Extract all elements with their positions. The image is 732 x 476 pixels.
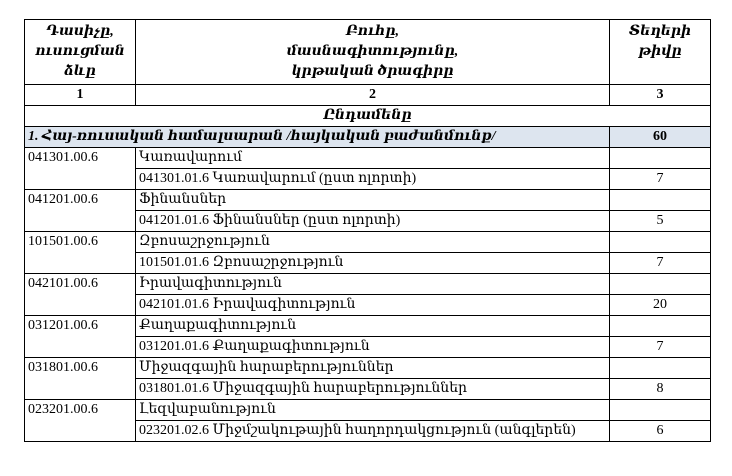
specialty-name: Քաղաքագիտություն: [136, 316, 610, 337]
specialty-code: 041201.00.6: [25, 190, 136, 211]
column-number: 3: [610, 85, 711, 106]
specialty-name: Միջազգային հարաբերություններ: [136, 358, 610, 379]
header-count-cell: [610, 20, 711, 85]
section-row: [25, 106, 711, 127]
program-count: 20: [610, 295, 711, 316]
program-name: 101501.01.6 Զբոսաշրջություն: [136, 253, 610, 274]
header-code-line: ուսուցման: [35, 44, 125, 59]
specialty-code: 101501.00.6: [25, 232, 136, 253]
header-row: [25, 20, 711, 85]
column-number-row: [25, 85, 711, 106]
column-number: 1: [25, 85, 136, 106]
specialty-row: [25, 148, 711, 169]
program-name: 042101.01.6 Իրավագիտություն: [136, 295, 610, 316]
specialty-code: 041301.00.6: [25, 148, 136, 169]
program-name: 031201.01.6 Քաղաքագիտություն: [136, 337, 610, 358]
specialty-count: [610, 316, 711, 337]
header-program-line: մասնագիտությունը,: [286, 44, 459, 59]
program-count: 7: [610, 253, 711, 274]
specialty-code: 023201.00.6: [25, 400, 136, 421]
program-row: [25, 337, 711, 358]
program-row: [25, 421, 711, 442]
faculty-count: 60: [610, 127, 711, 148]
specialty-count: [610, 232, 711, 253]
specialty-row: [25, 274, 711, 295]
specialty-count: [610, 148, 711, 169]
specialty-row: [25, 400, 711, 421]
header-count-line: Տեղերի: [628, 24, 692, 39]
program-row: [25, 379, 711, 400]
program-code-blank: [25, 295, 136, 316]
specialty-count: [610, 190, 711, 211]
program-code-blank: [25, 337, 136, 358]
program-code-blank: [25, 421, 136, 442]
program-count: 7: [610, 337, 711, 358]
faculty-name: 1. Հայ-ռուսական համալսարան /հայկական բաժանմունք/: [25, 127, 610, 148]
program-count: 5: [610, 211, 711, 232]
specialty-code: 042101.00.6: [25, 274, 136, 295]
specialty-name: Ֆինանսներ: [136, 190, 610, 211]
specialty-row: [25, 358, 711, 379]
header-count-line: թիվը: [638, 44, 682, 59]
specialty-name: Իրավագիտություն: [136, 274, 610, 295]
document-page: [24, 19, 711, 442]
header-code-cell: [25, 20, 136, 85]
program-row: [25, 211, 711, 232]
admission-table: [24, 19, 711, 442]
specialty-row: [25, 316, 711, 337]
section-title: Ընդամենը: [25, 106, 711, 127]
program-name: 031801.01.6 Միջազգային հարաբերություններ: [136, 379, 610, 400]
specialty-name: Կառավարում: [136, 148, 610, 169]
program-row: [25, 253, 711, 274]
specialty-row: [25, 232, 711, 253]
header-code-line: ձևը: [64, 64, 96, 79]
specialty-code: 031201.00.6: [25, 316, 136, 337]
program-row: [25, 169, 711, 190]
program-name: 041301.01.6 Կառավարում (ըստ ոլորտի): [136, 169, 610, 190]
specialty-code: 031801.00.6: [25, 358, 136, 379]
program-count: 6: [610, 421, 711, 442]
program-code-blank: [25, 379, 136, 400]
program-code-blank: [25, 253, 136, 274]
specialty-name: Զբոսաշրջություն: [136, 232, 610, 253]
program-code-blank: [25, 169, 136, 190]
program-name: 023201.02.6 Միջմշակութային հաղորդակցություն (անգլերեն): [136, 421, 610, 442]
program-row: [25, 295, 711, 316]
specialty-row: [25, 190, 711, 211]
column-number: 2: [136, 85, 610, 106]
specialty-count: [610, 400, 711, 421]
header-program-line: կրթական ծրագիրը: [291, 64, 454, 79]
specialty-name: Լեզվաբանություն: [136, 400, 610, 421]
specialty-count: [610, 358, 711, 379]
header-code-line: Դասիչը,: [46, 24, 114, 39]
program-count: 7: [610, 169, 711, 190]
header-program-line: Բուհը,: [346, 24, 399, 39]
header-program-cell: [136, 20, 610, 85]
program-count: 8: [610, 379, 711, 400]
program-code-blank: [25, 211, 136, 232]
faculty-row: [25, 127, 711, 148]
specialty-count: [610, 274, 711, 295]
program-name: 041201.01.6 Ֆինանսներ (ըստ ոլորտի): [136, 211, 610, 232]
